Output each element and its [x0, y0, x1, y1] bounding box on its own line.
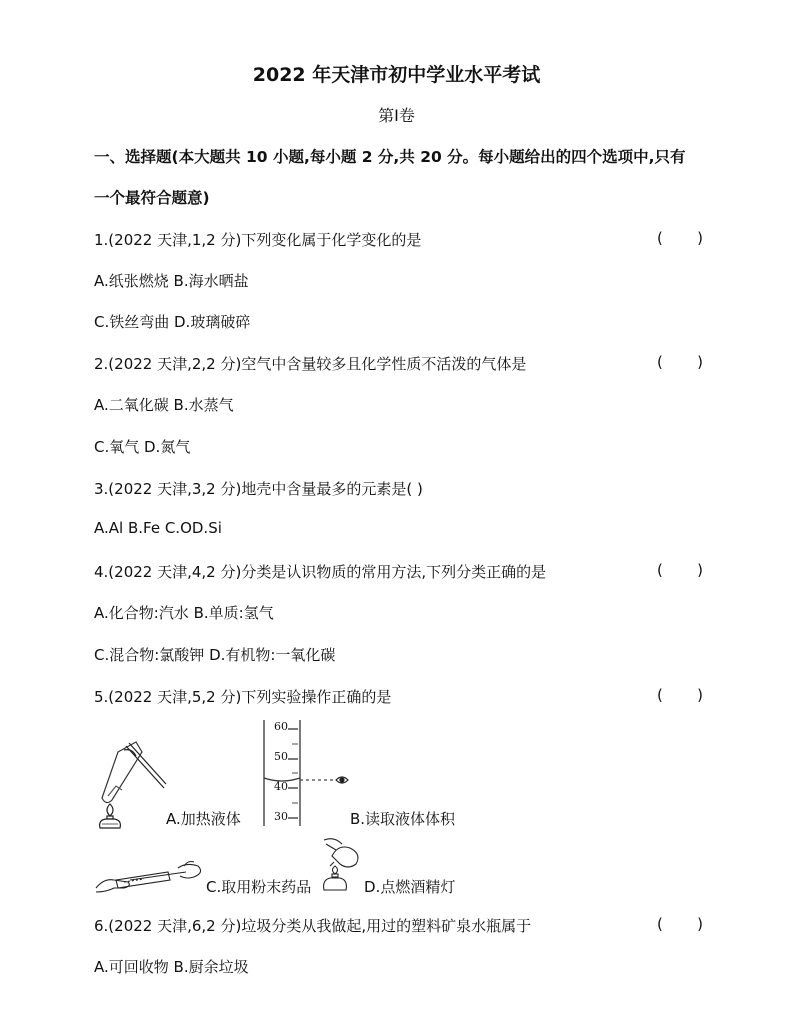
paren-open: ( — [657, 686, 663, 704]
heating-liquid-figure — [96, 738, 168, 828]
question-6-options-row1: A.可回收物 B.厨余垃圾 — [94, 958, 249, 976]
section-instructions-line1: 一、选择题(本大题共 10 小题,每小题 2 分,共 20 分。每小题给出的四个选项中,只有 — [94, 148, 686, 166]
paren-close: ) — [697, 353, 703, 371]
question-1-stem: 1.(2022 天津,1,2 分)下列变化属于化学变化的是 — [94, 231, 422, 249]
cylinder-tick-30: 30 — [274, 810, 288, 823]
paren-close: ) — [697, 686, 703, 704]
question-2-options-row1: A.二氧化碳 B.水蒸气 — [94, 396, 234, 414]
question-5-stem: 5.(2022 天津,5,2 分)下列实验操作正确的是 — [94, 688, 392, 706]
paren-open: ( — [657, 915, 663, 933]
question-1-options-row1: A.纸张燃烧 B.海水晒盐 — [94, 272, 249, 290]
question-4-options-row1: A.化合物:汽水 B.单质:氢气 — [94, 604, 274, 622]
question-5-option-c: C.取用粉末药品 — [206, 878, 312, 896]
volume-label: 第Ⅰ卷 — [378, 106, 415, 125]
cylinder-tick-40: 40 — [274, 780, 288, 793]
lighting-lamp-figure — [318, 836, 366, 896]
cylinder-tick-60: 60 — [274, 720, 288, 733]
graduated-cylinder-figure — [258, 720, 354, 828]
question-5-option-d: D.点燃酒精灯 — [364, 878, 456, 896]
paren-close: ) — [697, 561, 703, 579]
cylinder-tick-50: 50 — [274, 750, 288, 763]
question-2-stem: 2.(2022 天津,2,2 分)空气中含量较多且化学性质不活泼的气体是 — [94, 355, 527, 373]
powder-transfer-figure — [94, 858, 206, 894]
page-title: 2022 年天津市初中学业水平考试 — [252, 64, 541, 86]
question-5-option-a: A.加热液体 — [166, 810, 241, 828]
question-4-options-row2: C.混合物:氯酸钾 D.有机物:一氧化碳 — [94, 646, 336, 664]
question-1-options-row2: C.铁丝弯曲 D.玻璃破碎 — [94, 313, 251, 331]
paren-open: ( — [657, 229, 663, 247]
paren-open: ( — [657, 353, 663, 371]
question-2-options-row2: C.氧气 D.氮气 — [94, 438, 191, 456]
question-5-option-b: B.读取液体体积 — [350, 810, 456, 828]
question-3-stem: 3.(2022 天津,3,2 分)地壳中含量最多的元素是( ) — [94, 480, 423, 498]
paren-close: ) — [697, 229, 703, 247]
question-4-stem: 4.(2022 天津,4,2 分)分类是认识物质的常用方法,下列分类正确的是 — [94, 563, 547, 581]
question-6-stem: 6.(2022 天津,6,2 分)垃圾分类从我做起,用过的塑料矿泉水瓶属于 — [94, 917, 532, 935]
paren-open: ( — [657, 561, 663, 579]
section-instructions-line2: 一个最符合题意) — [94, 189, 210, 207]
question-3-options-row1: A.Al B.Fe C.OD.Si — [94, 519, 222, 537]
paren-close: ) — [697, 915, 703, 933]
